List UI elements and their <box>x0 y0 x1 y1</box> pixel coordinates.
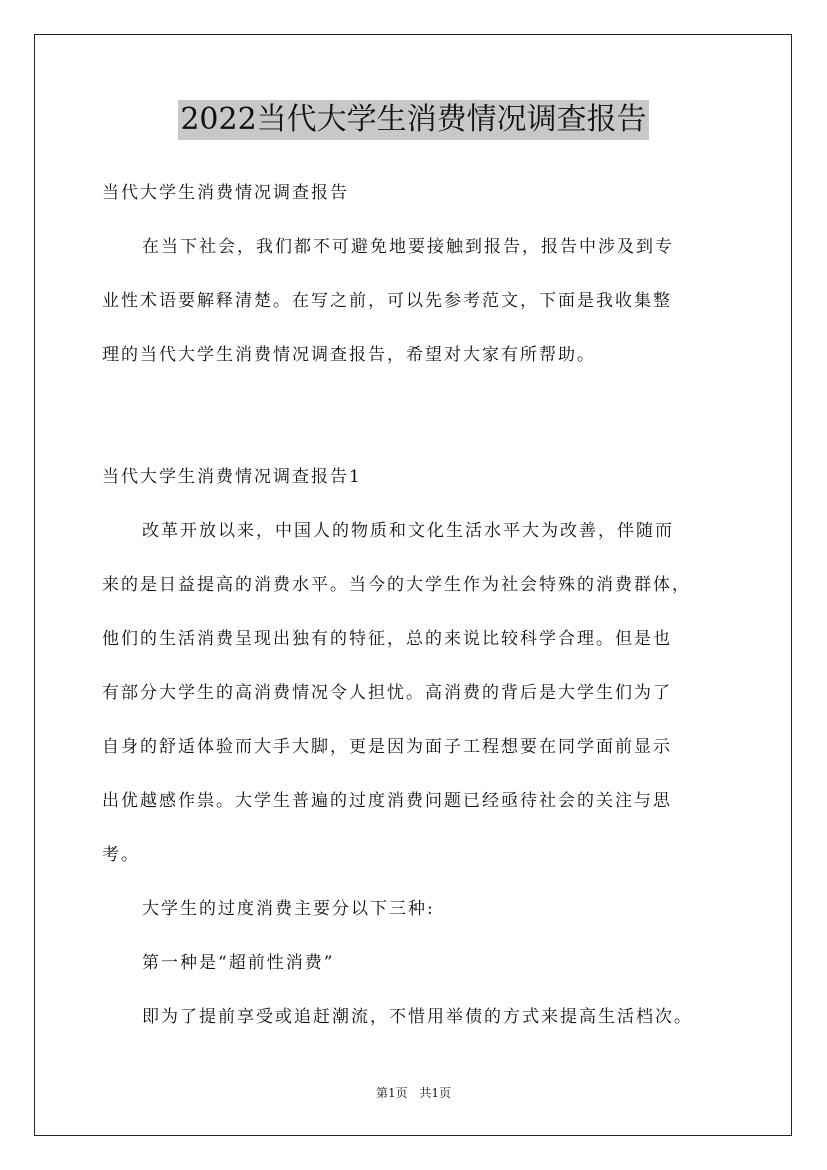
body-line: 来的是日益提高的消费水平。当今的大学生作为社会特殊的消费群体， <box>102 575 691 595</box>
body-line: 改革开放以来，中国人的物质和文化生活水平大为改善，伴随而 <box>142 521 674 541</box>
intro-line: 业性术语要解释清楚。在写之前，可以先参考范文，下面是我收集整 <box>102 291 672 311</box>
body-line: 有部分大学生的高消费情况令人担忧。高消费的背后是大学生们为了 <box>102 683 672 703</box>
page-total: 共1页 <box>419 1086 452 1100</box>
body-line: 自身的舒适体验而大手大脚，更是因为面子工程想要在同学面前显示 <box>102 737 672 757</box>
intro-line: 理的当代大学生消费情况调查报告，希望对大家有所帮助。 <box>102 345 596 365</box>
paragraph-spacer <box>102 386 730 454</box>
body-line: 考。 <box>102 845 140 865</box>
intro-line: 在当下社会，我们都不可避免地要接触到报告，报告中涉及到专 <box>142 237 674 257</box>
page-number: 第1页 <box>375 1086 408 1100</box>
body-line: 他们的生活消费呈现出独有的特征，总的来说比较科学合理。但是也 <box>102 629 672 649</box>
title-wrap <box>0 100 827 140</box>
document-body <box>102 170 730 1048</box>
item-1-text: 即为了提前享受或追赶潮流，不惜用举债的方式来提高生活档次。 <box>142 1007 693 1027</box>
page-footer <box>0 1084 827 1101</box>
list-intro: 大学生的过度消费主要分以下三种: <box>142 899 435 919</box>
document-title: 2022当代大学生消费情况调查报告 <box>178 100 648 140</box>
section-heading: 当代大学生消费情况调查报告1 <box>102 467 362 487</box>
body-line: 出优越感作祟。大学生普遍的过度消费问题已经亟待社会的关注与思 <box>102 791 672 811</box>
subtitle: 当代大学生消费情况调查报告 <box>102 183 349 203</box>
item-1-title: 第一种是“超前性消费” <box>142 953 335 973</box>
